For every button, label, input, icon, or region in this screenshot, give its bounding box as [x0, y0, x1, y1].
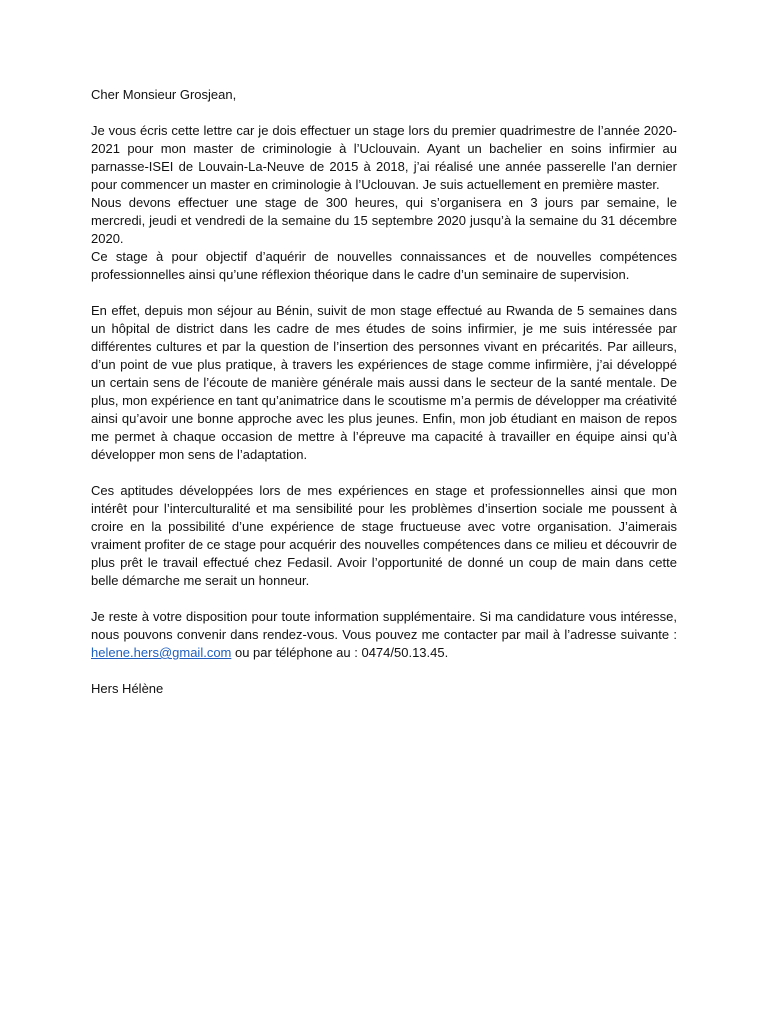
contact-text-before: Je reste à votre disposition pour toute information supplémentaire. Si ma candidature vous intéresse, nous pouvons convenir dans rendez-vous. Vous pouvez me contacter par mail à l’adresse suivante : [91, 609, 677, 642]
paragraph-contact [91, 608, 677, 662]
paragraph-stage-schedule: Nous devons effectuer une stage de 300 heures, qui s’organisera en 3 jours par semaine, le mercredi, jeudi et vendredi de la semaine du 15 septembre 2020 jusqu’à la semaine du 31 décembre 2020. [91, 195, 677, 246]
contact-text-after: ou par téléphone au : 0474/50.13.45. [231, 645, 449, 660]
paragraph-spacer [91, 284, 677, 302]
letter-page [91, 86, 677, 698]
paragraph-intro: Je vous écris cette lettre car je dois effectuer un stage lors du premier quadrimestre de l’année 2020-2021 pour mon master de criminologie à l’Uclouvain. Ayant un bachelier en soins infirmier au parnasse-ISEI de Louvain-La-Neuve de 2015 à 2018, j’ai réalisé une année passerelle l’an dernier pour commencer un master en criminologie à l’Uclouvan. Je suis actuellement en première master. [91, 123, 677, 192]
email-link[interactable]: helene.hers@gmail.com [91, 645, 232, 660]
paragraph-spacer [91, 590, 677, 608]
paragraph-motivation: Ces aptitudes développées lors de mes expériences en stage et professionnelles ainsi que mon intérêt pour l’interculturalité et ma sensibilité pour les problèmes d’insertion sociale me poussent à croire en la possibilité d’une expérience de stage fructueuse avec votre organisation. J’aimerais vraiment profiter de ce stage pour acquérir des nouvelles compétences dans ce milieu et découvrir de plus prêt le travail effectué chez Fedasil. Avoir l’opportunité de donné un coup de main dans cette belle démarche me serait un honneur. [91, 483, 677, 588]
paragraph-spacer [91, 464, 677, 482]
paragraph-stage-objective: Ce stage à pour objectif d’aquérir de nouvelles connaissances et de nouvelles compétences professionnelles ainsi qu’une réflexion théorique dans le cadre d’un seminaire de supervision. [91, 249, 677, 282]
salutation: Cher Monsieur Grosjean, [91, 87, 237, 102]
signature: Hers Hélène [91, 681, 164, 696]
paragraph-experience: En effet, depuis mon séjour au Bénin, suivit de mon stage effectué au Rwanda de 5 semaines dans un hôpital de district dans les cadre de mes études de soins infirmier, je me suis intéressée par différentes cultures et par la question de l’insertion des personnes vivant en précarités. Par ailleurs, d’un point de vue plus pratique, à travers les expériences de stage comme infirmière, j’ai développé un certain sens de l’écoute de manière générale mais aussi dans le secteur de la santé mentale. De plus, mon expérience en tant qu’animatrice dans le scoutisme m’a permis de développer ma créativité ainsi qu’avoir une bonne approche avec les plus jeunes. Enfin, mon job étudiant en maison de repos me permet à chaque occasion de mettre à l’épreuve ma capacité à travailler en équipe ainsi qu’à développer mon sens de l’adaptation. [91, 303, 678, 462]
